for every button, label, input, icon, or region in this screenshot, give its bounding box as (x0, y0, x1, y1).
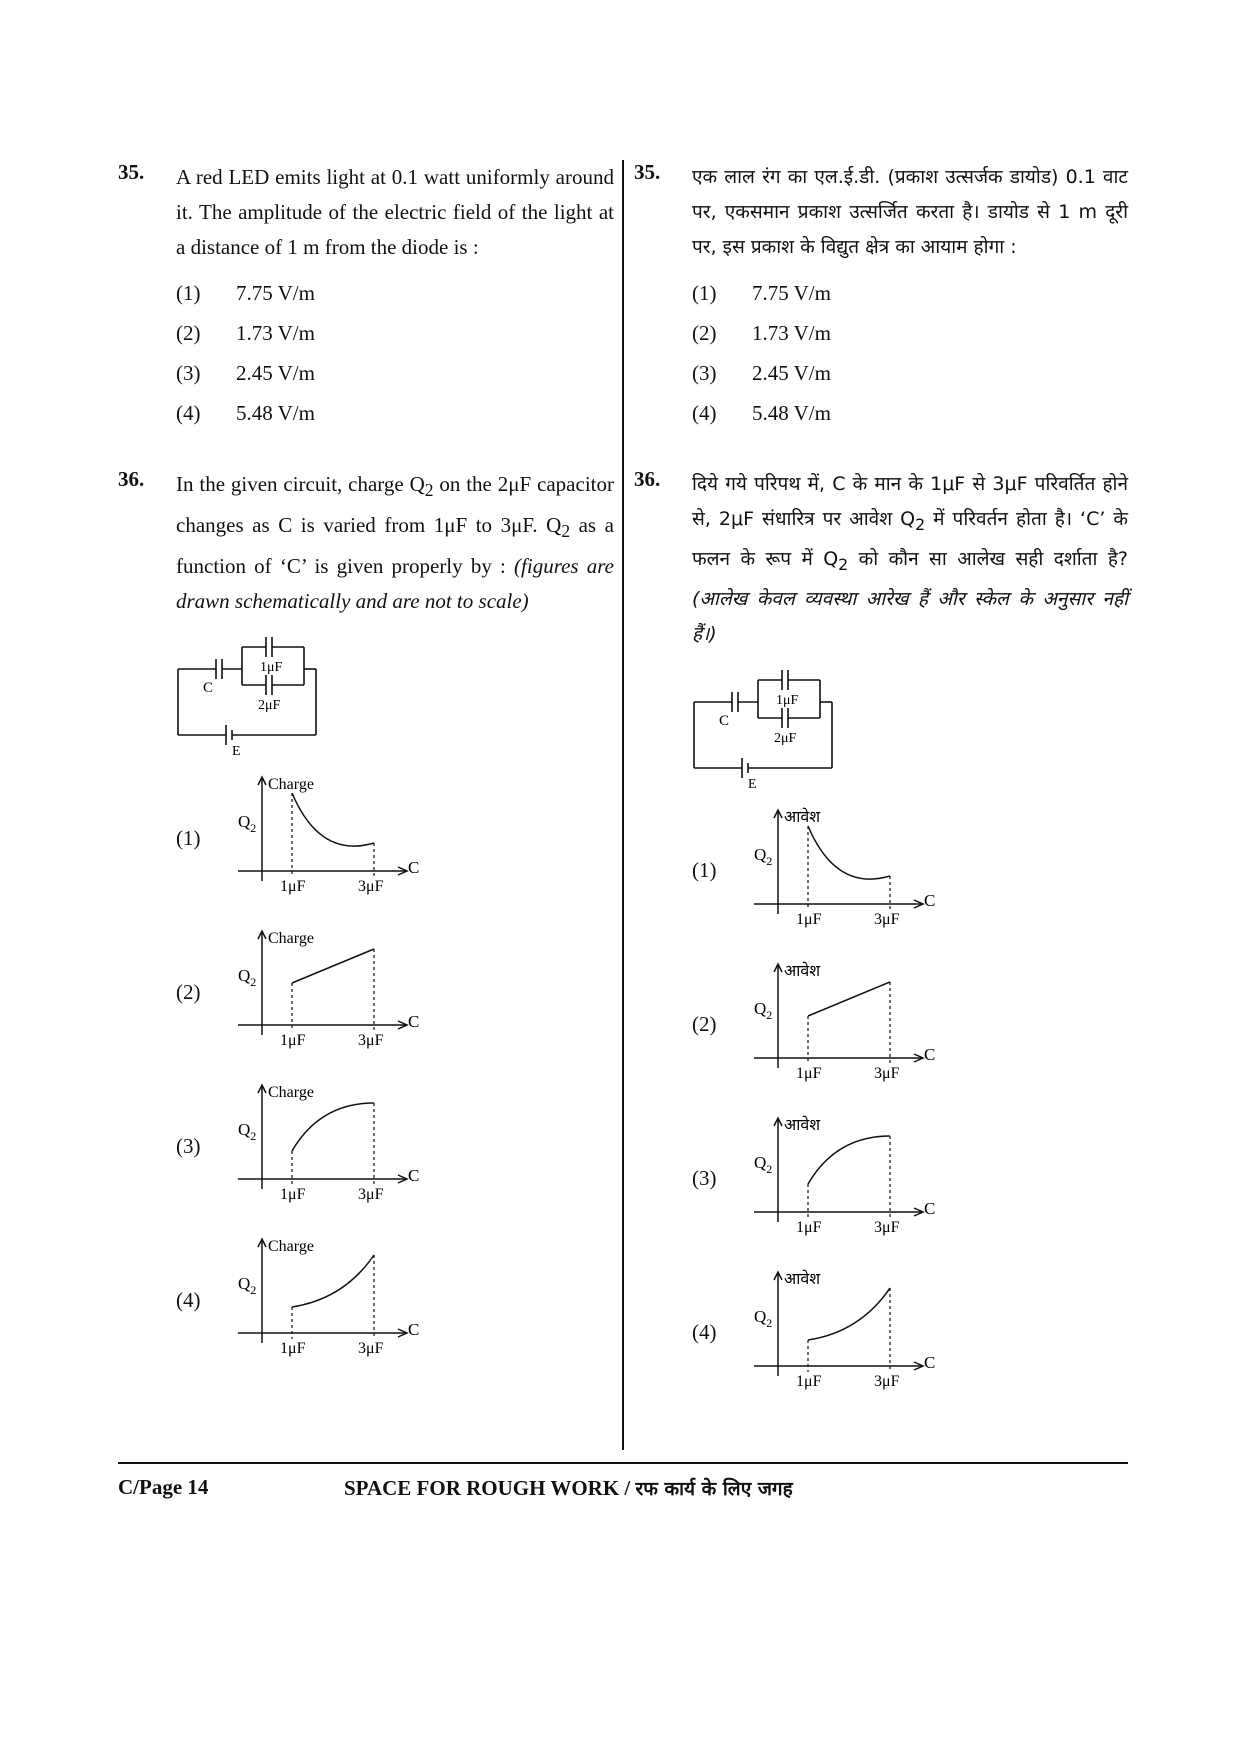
option-label: (4) (176, 400, 201, 425)
question-text: दिये गये परिपथ में, C के मान के 1μF से 3μF परिवर्तित होने से, 2μF संधारित्र पर आवेश $Q_2$ में परिवर्तन होता है। ‘C’ के फलन के रूप में $Q_2$ को कौन सा आलेख सही दर्शाता है? (आलेख केवल व्यवस्था आरेख हैं और स्केल के अनुसार नहीं हैं।) (692, 473, 1128, 645)
x-axis-label: C (408, 1166, 420, 1186)
option-label: (3) (692, 1166, 717, 1191)
option-value: 2.45 V/m (236, 360, 315, 385)
option-2[interactable] (692, 313, 1128, 353)
options-list (692, 273, 1128, 433)
graph-option-2[interactable] (176, 915, 614, 1069)
option-label: (4) (692, 1320, 717, 1345)
graph-convex-increase (752, 1268, 962, 1398)
label-2uf: 2μF (774, 730, 797, 746)
q2-label: $Q_2$ (754, 844, 773, 868)
tick-1uf: 1μF (280, 1186, 306, 1204)
graph-option-1[interactable] (176, 761, 614, 915)
options-list (176, 273, 614, 433)
graph-linear-increase (752, 960, 962, 1090)
graph-curve (808, 1136, 890, 1184)
question-text: A red LED emits light at 0.1 watt uniformly around it. The amplitude of the electric field of the light at a distance of 1 m from the diode is : (176, 165, 614, 259)
option-value: 7.75 V/m (752, 280, 831, 305)
q2-label: $Q_2$ (238, 1120, 257, 1144)
x-axis-label: C (924, 1198, 936, 1218)
y-axis-label: Charge (268, 1238, 314, 1256)
tick-3uf: 3μF (874, 1064, 900, 1082)
y-axis-label: Charge (268, 776, 314, 794)
question-35-hi (634, 160, 1128, 433)
option-label: (3) (692, 360, 717, 385)
graph-decreasing-curve (752, 806, 962, 936)
q2-label: $Q_2$ (754, 1152, 773, 1176)
label-c: C (719, 712, 730, 729)
label-e: E (748, 776, 757, 790)
tick-3uf: 3μF (358, 1186, 384, 1204)
graph-convex-increase (236, 1235, 446, 1365)
graph-curve (292, 793, 374, 846)
tick-3uf: 3μF (874, 910, 900, 928)
q2-label: $Q_2$ (754, 998, 773, 1022)
option-3[interactable] (692, 353, 1128, 393)
x-axis-label: C (924, 890, 936, 910)
option-value: 2.45 V/m (752, 360, 831, 385)
option-label: (2) (692, 320, 717, 345)
question-text: In the given circuit, charge $Q_2$ on the 2μF capacitor changes as C is varied from 1μF to 3μF. $Q_2$ as a function of ‘C’ is given properly by : (figures are drawn schematically and are not to scale) (176, 472, 614, 614)
q2-label: $Q_2$ (238, 812, 257, 836)
graph-options (118, 761, 614, 1377)
question-note: (आलेख केवल व्यवस्था आरेख हैं और स्केल के अनुसार नहीं हैं।) (692, 587, 1128, 645)
tick-1uf: 1μF (280, 1032, 306, 1050)
column-divider (622, 160, 624, 1450)
graph-curve (808, 826, 890, 879)
graph-curve (292, 1255, 374, 1307)
q2-label: $Q_2$ (238, 966, 257, 990)
graph-curve (292, 949, 374, 983)
graph-option-3[interactable] (176, 1069, 614, 1223)
option-4[interactable] (176, 393, 614, 433)
x-axis-label: C (408, 1320, 420, 1340)
hindi-column (634, 160, 1128, 1410)
graph-linear-increase (236, 927, 446, 1057)
question-36-en (118, 467, 614, 1377)
option-label: (3) (176, 1133, 201, 1158)
tick-3uf: 3μF (358, 878, 384, 896)
footer-rule (118, 1462, 1128, 1464)
tick-1uf: 1μF (796, 1064, 822, 1082)
graph-concave-saturating (752, 1114, 962, 1244)
graph-curve (292, 1103, 374, 1151)
q2-label: $Q_2$ (754, 1306, 773, 1330)
graph-concave-saturating (236, 1081, 446, 1211)
y-axis-label: आवेश (784, 960, 821, 980)
graph-curve (808, 982, 890, 1016)
tick-1uf: 1μF (280, 878, 306, 896)
label-1uf: 1μF (260, 660, 283, 676)
option-label: (4) (176, 1287, 201, 1312)
label-c: C (203, 680, 214, 697)
option-value: 1.73 V/m (236, 320, 315, 345)
option-label: (1) (692, 858, 717, 883)
circuit-diagram (692, 670, 1128, 794)
tick-1uf: 1μF (280, 1340, 306, 1358)
q2-label: $Q_2$ (238, 1274, 257, 1298)
graph-decreasing-curve (236, 773, 446, 903)
question-number: 36. (118, 467, 145, 491)
option-1[interactable] (176, 273, 614, 313)
tick-1uf: 1μF (796, 1372, 822, 1390)
option-label: (1) (176, 280, 201, 305)
option-value: 7.75 V/m (236, 280, 315, 305)
option-label: (2) (176, 979, 201, 1004)
option-label: (3) (176, 360, 201, 385)
label-2uf: 2μF (258, 698, 281, 714)
option-value: 5.48 V/m (752, 400, 831, 425)
y-axis-label: आवेश (784, 1268, 821, 1288)
option-label: (4) (692, 400, 717, 425)
rough-work-label: SPACE FOR ROUGH WORK / रफ कार्य के लिए जगह (344, 1476, 793, 1500)
x-axis-label: C (408, 858, 420, 878)
tick-1uf: 1μF (796, 910, 822, 928)
option-2[interactable] (176, 313, 614, 353)
question-number: 35. (118, 160, 145, 184)
option-label: (1) (692, 280, 717, 305)
x-axis-label: C (924, 1352, 936, 1372)
y-axis-label: आवेश (784, 1114, 821, 1134)
option-value: 1.73 V/m (752, 320, 831, 345)
y-axis-label: Charge (268, 930, 314, 948)
graph-curve (808, 1288, 890, 1340)
option-label: (2) (692, 1012, 717, 1037)
label-1uf: 1μF (776, 692, 799, 708)
graph-option-1[interactable] (692, 794, 1128, 948)
tick-3uf: 3μF (358, 1340, 384, 1358)
tick-3uf: 3μF (874, 1218, 900, 1236)
tick-3uf: 3μF (874, 1372, 900, 1390)
option-label: (1) (176, 825, 201, 850)
label-e: E (232, 744, 241, 758)
graph-option-2[interactable] (692, 948, 1128, 1102)
english-column (118, 160, 614, 1377)
option-4[interactable] (692, 393, 1128, 433)
graph-option-4[interactable] (692, 1256, 1128, 1410)
option-1[interactable] (692, 273, 1128, 313)
x-axis-label: C (924, 1044, 936, 1064)
question-36-hi (634, 467, 1128, 1410)
question-number: 35. (634, 160, 661, 184)
question-text: एक लाल रंग का एल.ई.डी. (प्रकाश उत्सर्जक डायोड) 0.1 वाट पर, एकसमान प्रकाश उत्सर्जित करता है। डायोड से 1 m दूरी पर, इस प्रकाश के विद्युत क्षेत्र का आयाम होगा : (692, 166, 1128, 258)
y-axis-label: आवेश (784, 806, 821, 826)
option-value: 5.48 V/m (236, 400, 315, 425)
question-35-en (118, 160, 614, 433)
y-axis-label: Charge (268, 1084, 314, 1102)
option-3[interactable] (176, 353, 614, 393)
circuit-diagram (176, 637, 614, 761)
question-note: (figures are drawn schematically and are not to scale) (176, 554, 614, 614)
graph-option-3[interactable] (692, 1102, 1128, 1256)
tick-3uf: 3μF (358, 1032, 384, 1050)
question-number: 36. (634, 467, 661, 491)
x-axis-label: C (408, 1012, 420, 1032)
option-label: (2) (176, 320, 201, 345)
graph-option-4[interactable] (176, 1223, 614, 1377)
page-number: C/Page 14 (118, 1475, 209, 1499)
tick-1uf: 1μF (796, 1218, 822, 1236)
graph-options (634, 794, 1128, 1410)
